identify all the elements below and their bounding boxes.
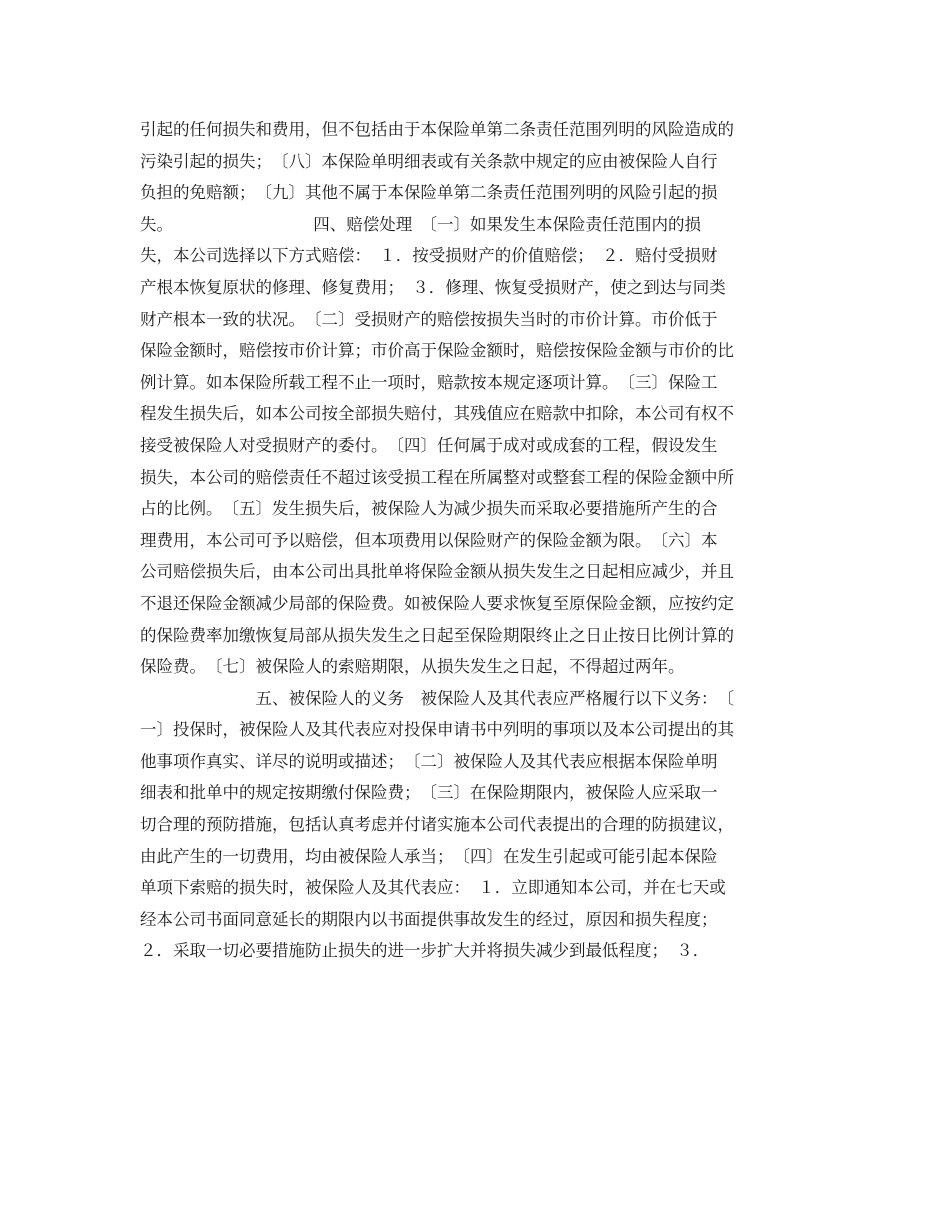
text-line: 公司赔偿损失后，由本公司出具批单将保险金额从损失发生之日起相应减少，并且 (140, 562, 734, 582)
text-line: 引起的任何损失和费用，但不包括由于本保险单第二条责任范围列明的风险造成的 (140, 120, 734, 139)
text-line: 财产根本一致的状况。 〔二〕受损财产的赔偿按损失当时的市价计算。市价低于 (140, 309, 718, 329)
text-line: 细表和批单中的规定按期缴付保险费； 〔三〕在保险期限内，被保险人应采取一 (140, 783, 718, 803)
text-line: 理费用，本公司可予以赔偿，但本项费用以保险财产的保险金额为限。 〔六〕本 (140, 530, 718, 550)
text-line: 经本公司书面同意延长的期限内以书面提供事故发生的经过，原因和损失程度； (140, 909, 718, 929)
text-line: 不退还保险金额减少局部的保险费。如被保险人要求恢复至原保险金额，应按约定 (140, 593, 734, 613)
text-line: 单项下索赔的损失时，被保险人及其代表应： １．立即通知本公司，并在七天或 (140, 878, 726, 898)
text-line: 失。 四、赔偿处理 〔一〕如果发生本保险责任范围内的损 (140, 214, 701, 234)
text-line: 由此产生的一切费用，均由被保险人承当； 〔四〕在发生引起或可能引起本保险 (140, 846, 718, 866)
text-line: 占的比例。 〔五〕发生损失后，被保险人为减少损失而采取必要措施所产生的合 (140, 499, 718, 519)
text-line: 例计算。如本保险所载工程不止一项时，赔款按本规定逐项计算。 〔三〕保险工 (140, 372, 718, 392)
text-line: 的保险费率加缴恢复局部从损失发生之日起至保险期限终止之日止按日比例计算的 (140, 625, 734, 645)
text-line: 失，本公司选择以下方式赔偿： １．按受损财产的价值赔偿； ２．赔付受损财 (140, 246, 718, 266)
text-line: ２．采取一切必要措施防止损失的进一步扩大并将损失减少到最低程度； ３． (140, 941, 710, 961)
text-line: 产根本恢复原状的修理、修复费用； ３．修理、恢复受损财产，使之到达与同类 (140, 277, 726, 297)
text-line: 污染引起的损失； 〔八〕本保险单明细表或有关条款中规定的应由被保险人自行 (140, 151, 718, 171)
text-line: 他事项作真实、详尽的说明或描述； 〔二〕被保险人及其代表应根据本保险单明 (140, 751, 718, 771)
text-line: 损失，本公司的赔偿责任不超过该受损工程在所属整对或整套工程的保险金额中所 (140, 467, 734, 487)
text-line: 五、被保险人的义务 被保险人及其代表应严格履行以下义务： 〔 (140, 688, 734, 708)
text-line: 保险费。 〔七〕被保险人的索赔期限，从损失发生之日起，不得超过两年。 (140, 657, 685, 677)
text-line: 程发生损失后，如本公司按全部损失赔付，其残值应在赔款中扣除，本公司有权不 (140, 404, 734, 424)
text-line: 接受被保险人对受损财产的委付。 〔四〕任何属于成对或成套的工程，假设发生 (140, 435, 718, 455)
text-line: 一〕投保时，被保险人及其代表应对投保申请书中列明的事项以及本公司提出的其 (140, 720, 734, 740)
text-line: 切合理的预防措施，包括认真考虑并付诸实施本公司代表提出的合理的防损建议， (140, 815, 734, 835)
body-text (140, 114, 830, 967)
text-line: 负担的免赔额； 〔九〕其他不属于本保险单第二条责任范围列明的风险引起的损 (140, 183, 718, 203)
text-line: 保险金额时，赔偿按市价计算；市价高于保险金额时，赔偿按保险金额与市价的比 (140, 341, 734, 361)
